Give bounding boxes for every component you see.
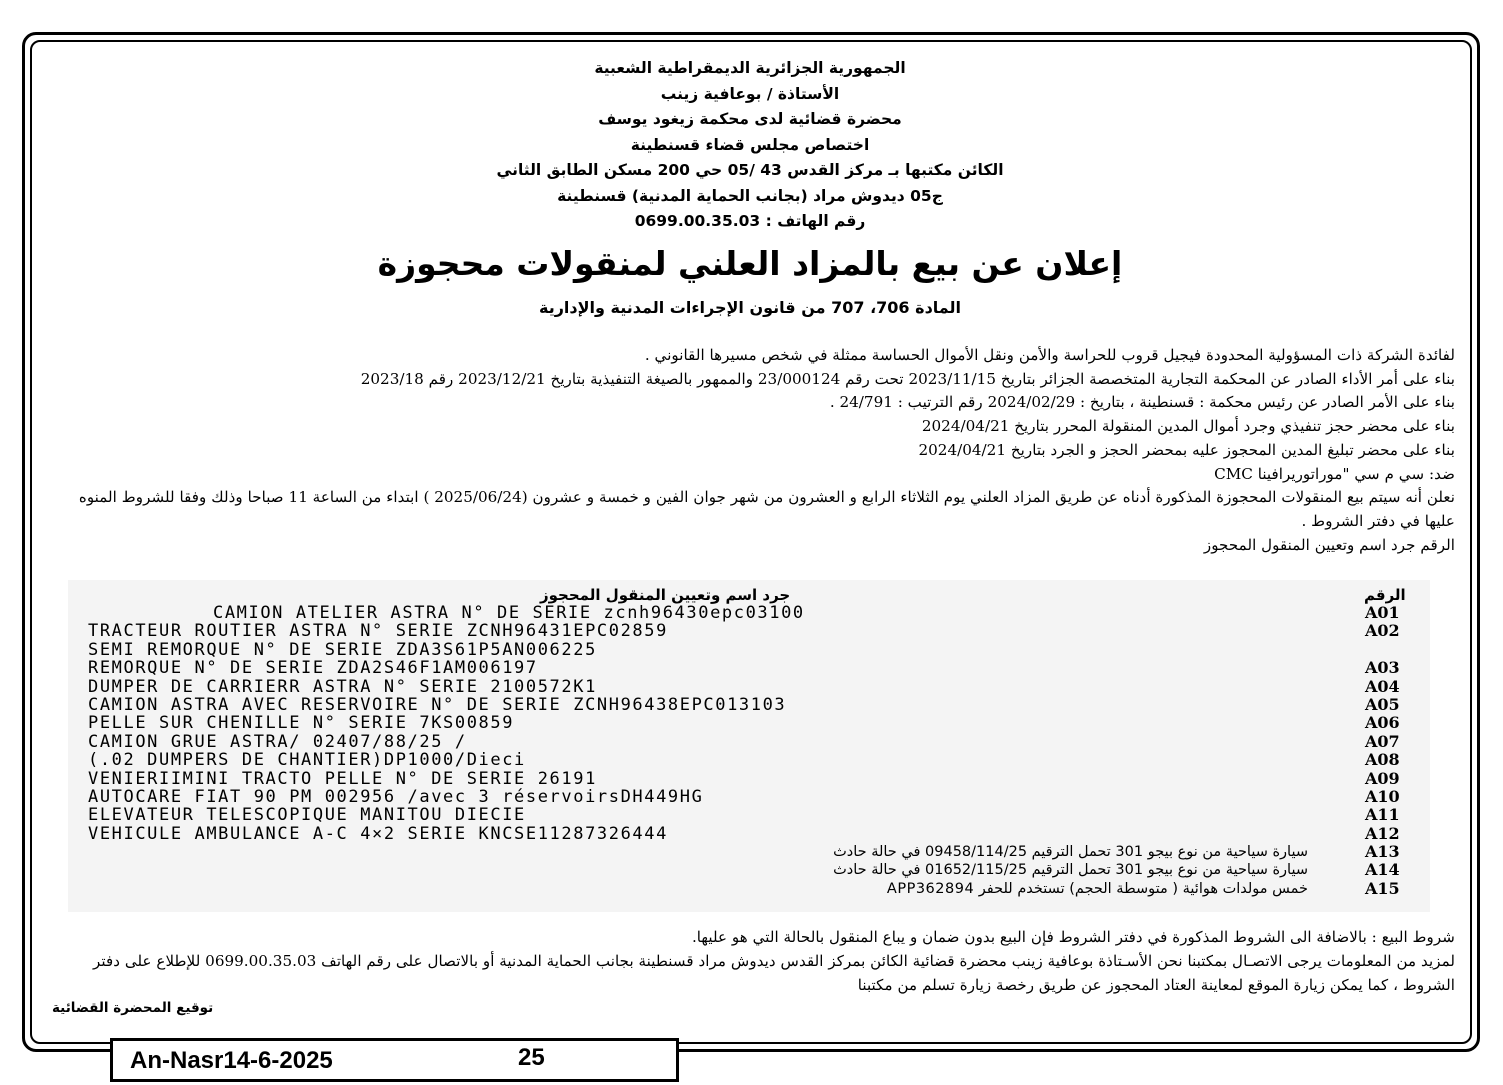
- inventory-row: [88, 843, 1428, 861]
- header-line: رقم الهاتف : 0699.00.35.03: [634, 212, 866, 230]
- inventory-item-num: A13: [1365, 842, 1400, 862]
- footer-paragraph: لمزيد من المعلومات يرجى الاتصـال بمكتبنا نحن الأسـتاذة بوعافية زينب محضرة قضائية الكائن بمركز القدس ديدوش مراد قسنطينة بجانب الحماية المدنية أو بالاتصال على رقم الهاتف 0699.00.35.03 للإطلاع على دفتر الشروط ، كما يمكن زيارة الموقع لمعاينة العتاد المحجوز عن طريق رخصة زيارة تسلم من مكتبنا: [93, 952, 1455, 994]
- inventory-num-header: الرقم: [1364, 586, 1406, 604]
- inventory-item-num: A08: [1365, 750, 1400, 770]
- body-paragraph: نعلن أنه سيتم بيع المنقولات المحجوزة المذكورة أدناه عن طريق المزاد العلني يوم الثلاثاء الرابع و العشرون من شهر جوان الفين و خمسة و عشرون (2025/06/24 ) ابتداء من الساعة 11 صباحا وذلك وفقا للشروط المنوه عليها في دفتر الشروط .: [78, 488, 1455, 530]
- header-line: اختصاص مجلس قضاء قسنطينة: [630, 135, 870, 154]
- inventory-item-desc: CAMION ASTRA AVEC RESERVOIRE N° DE SERIE ZCNH96438EPC013103: [88, 694, 787, 715]
- body-paragraph: الرقم جرد اسم وتعيين المنقول المحجوز: [1203, 535, 1455, 554]
- inventory-row: [88, 770, 1428, 788]
- inventory-item-desc: سيارة سياحية من نوع بيجو 301 تحمل الترقيم 09458/114/25 في حالة حادث: [833, 844, 1308, 861]
- body-paragraph: بناء على محضر حجز تنفيذي وجرد أموال المدين المنقولة المحرر بتاريخ 2024/04/21: [921, 417, 1455, 436]
- inventory-row: [88, 678, 1428, 696]
- body-paragraph: بناء على أمر الأداء الصادر عن المحكمة التجارية المتخصصة الجزائر بتاريخ 2023/11/15 تحت رقم 23/000124 والممهور بالصيغة التنفيذية بتاريخ 2023/12/21 رقم 2023/18: [360, 369, 1455, 388]
- inventory-item-desc: سيارة سياحية من نوع بيجو 301 تحمل الترقيم 01652/115/25 في حالة حادث: [833, 862, 1308, 879]
- inventory-row: [88, 788, 1428, 806]
- body-paragraph: ضد: سي م سي "موراتوريرافينا CMC: [1214, 464, 1455, 483]
- inventory-row: [88, 641, 1428, 659]
- inventory-row: [88, 806, 1428, 824]
- header-line: محضرة قضائية لدى محكمة زيغود يوسف: [598, 110, 902, 128]
- signature-label: توقيع المحضرة القضائية: [52, 1000, 214, 1016]
- inventory-item-desc: REMORQUE N° DE SERIE ZDA2S46F1AM006197: [88, 658, 538, 679]
- inventory-row: [88, 604, 1428, 622]
- inventory-item-num: A11: [1365, 805, 1400, 825]
- sale-conditions: [50, 925, 1455, 997]
- header-line: الكائن مكتبها بـ مركز القدس 43 /05 حي 200 مسكن الطابق الثاني: [496, 161, 1004, 179]
- inventory-item-desc: PELLE SUR CHENILLE N° SERIE 7KS00859: [88, 713, 515, 734]
- inventory-item-num: A02: [1365, 621, 1400, 641]
- inventory-item-desc: (.02 DUMPERS DE CHANTIER)DP1000/Dieci: [88, 750, 526, 771]
- inventory-item-num: A14: [1365, 860, 1400, 880]
- body-paragraph: لفائدة الشركة ذات المسؤولية المحدودة فيجيل قروب للحراسة والأمن ونقل الأموال الحساسة ممثلة في شخص مسيرها القانوني .: [644, 346, 1455, 364]
- inventory-item-num: A09: [1365, 768, 1400, 788]
- inventory-row: [88, 880, 1428, 898]
- inventory-item-num: A15: [1365, 878, 1400, 898]
- inventory-item-desc: VEHICULE AMBULANCE A-C 4×2 SERIE KNCSE11287326444: [88, 823, 668, 844]
- inventory-row: [88, 751, 1428, 769]
- page-number: 25: [518, 1044, 545, 1071]
- inventory-item-desc: TRACTEUR ROUTIER ASTRA N° SERIE ZCNH96431EPC02859: [88, 621, 668, 642]
- inventory-row: [88, 825, 1428, 843]
- inventory-item-desc: CAMION GRUE ASTRA/ 02407/88/25 /: [88, 731, 467, 752]
- header-line: ج05 ديدوش مراد (بجانب الحماية المدنية) قسنطينة: [557, 186, 943, 205]
- header-line: الجمهورية الجزائرية الديمقراطية الشعبية: [594, 59, 906, 77]
- inventory-item-desc: ELEVATEUR TELESCOPIQUE MANITOU DIECIE: [88, 805, 526, 826]
- letterhead: [300, 56, 1200, 235]
- inventory-item-desc: DUMPER DE CARRIERR ASTRA N° SERIE 2100572K1: [88, 676, 597, 697]
- inventory-item-desc: VENIERIIMINI TRACTO PELLE N° DE SERIE 26191: [88, 768, 597, 789]
- page-footer-box: [110, 1038, 679, 1082]
- body-paragraph: بناء على محضر تبليغ المدين المحجوز عليه بمحضر الحجز و الجرد بتاريخ 2024/04/21: [918, 440, 1455, 459]
- body-paragraph: بناء على الأمر الصادر عن رئيس محكمة : قسنطينة ، بتاريخ : 2024/02/29 رقم الترتيب : 24/791 .: [829, 393, 1455, 412]
- inventory-item-num: A01: [1365, 603, 1400, 622]
- inventory-row: [88, 733, 1428, 751]
- inventory-item-desc: AUTOCARE FIAT 90 PM 002956 /avec 3 réservoirsDH449HG: [88, 786, 704, 807]
- notice-title: إعلان عن بيع بالمزاد العلني لمنقولات محجوزة: [377, 244, 1123, 283]
- inventory-desc-header: جرد اسم وتعيين المنقول المحجوز: [540, 586, 791, 604]
- inventory-item-desc: SEMI REMORQUE N° DE SERIE ZDA3S61P5AN006225: [88, 639, 597, 660]
- inventory-item-num: A10: [1365, 786, 1400, 806]
- inventory-row: [88, 622, 1428, 640]
- inventory-item-num: A12: [1365, 823, 1400, 843]
- inventory-row: [88, 714, 1428, 732]
- inventory-item-desc: خمس مولدات هوائية ( متوسطة الحجم) تستخدم للحفر APP362894: [886, 880, 1308, 897]
- header-line: الأستاذة / بوعافية زينب: [660, 84, 840, 103]
- inventory-row: [88, 659, 1428, 677]
- inventory-item-num: A03: [1365, 658, 1400, 678]
- inventory-list: [88, 604, 1428, 898]
- notice-body: [50, 344, 1455, 557]
- inventory-item-num: A07: [1365, 731, 1400, 751]
- inventory-item-num: A06: [1365, 713, 1400, 733]
- inventory-row: [88, 696, 1428, 714]
- inventory-row: [88, 861, 1428, 879]
- inventory-item-num: A04: [1365, 676, 1400, 696]
- notice-subtitle: المادة 706، 707 من قانون الإجراءات المدنية والإدارية: [538, 298, 962, 317]
- publication-date: An-Nasr14-6-2025: [130, 1047, 333, 1074]
- footer-paragraph: شروط البيع : بالاضافة الى الشروط المذكورة في دفتر الشروط فإن البيع بدون ضمان و يباع المنقول بالحالة التي هو عليها.: [691, 928, 1455, 946]
- inventory-item-desc: CAMION ATELIER ASTRA N° DE SERIE zcnh96430epc03100: [213, 603, 805, 623]
- inventory-item-num: A05: [1365, 694, 1400, 714]
